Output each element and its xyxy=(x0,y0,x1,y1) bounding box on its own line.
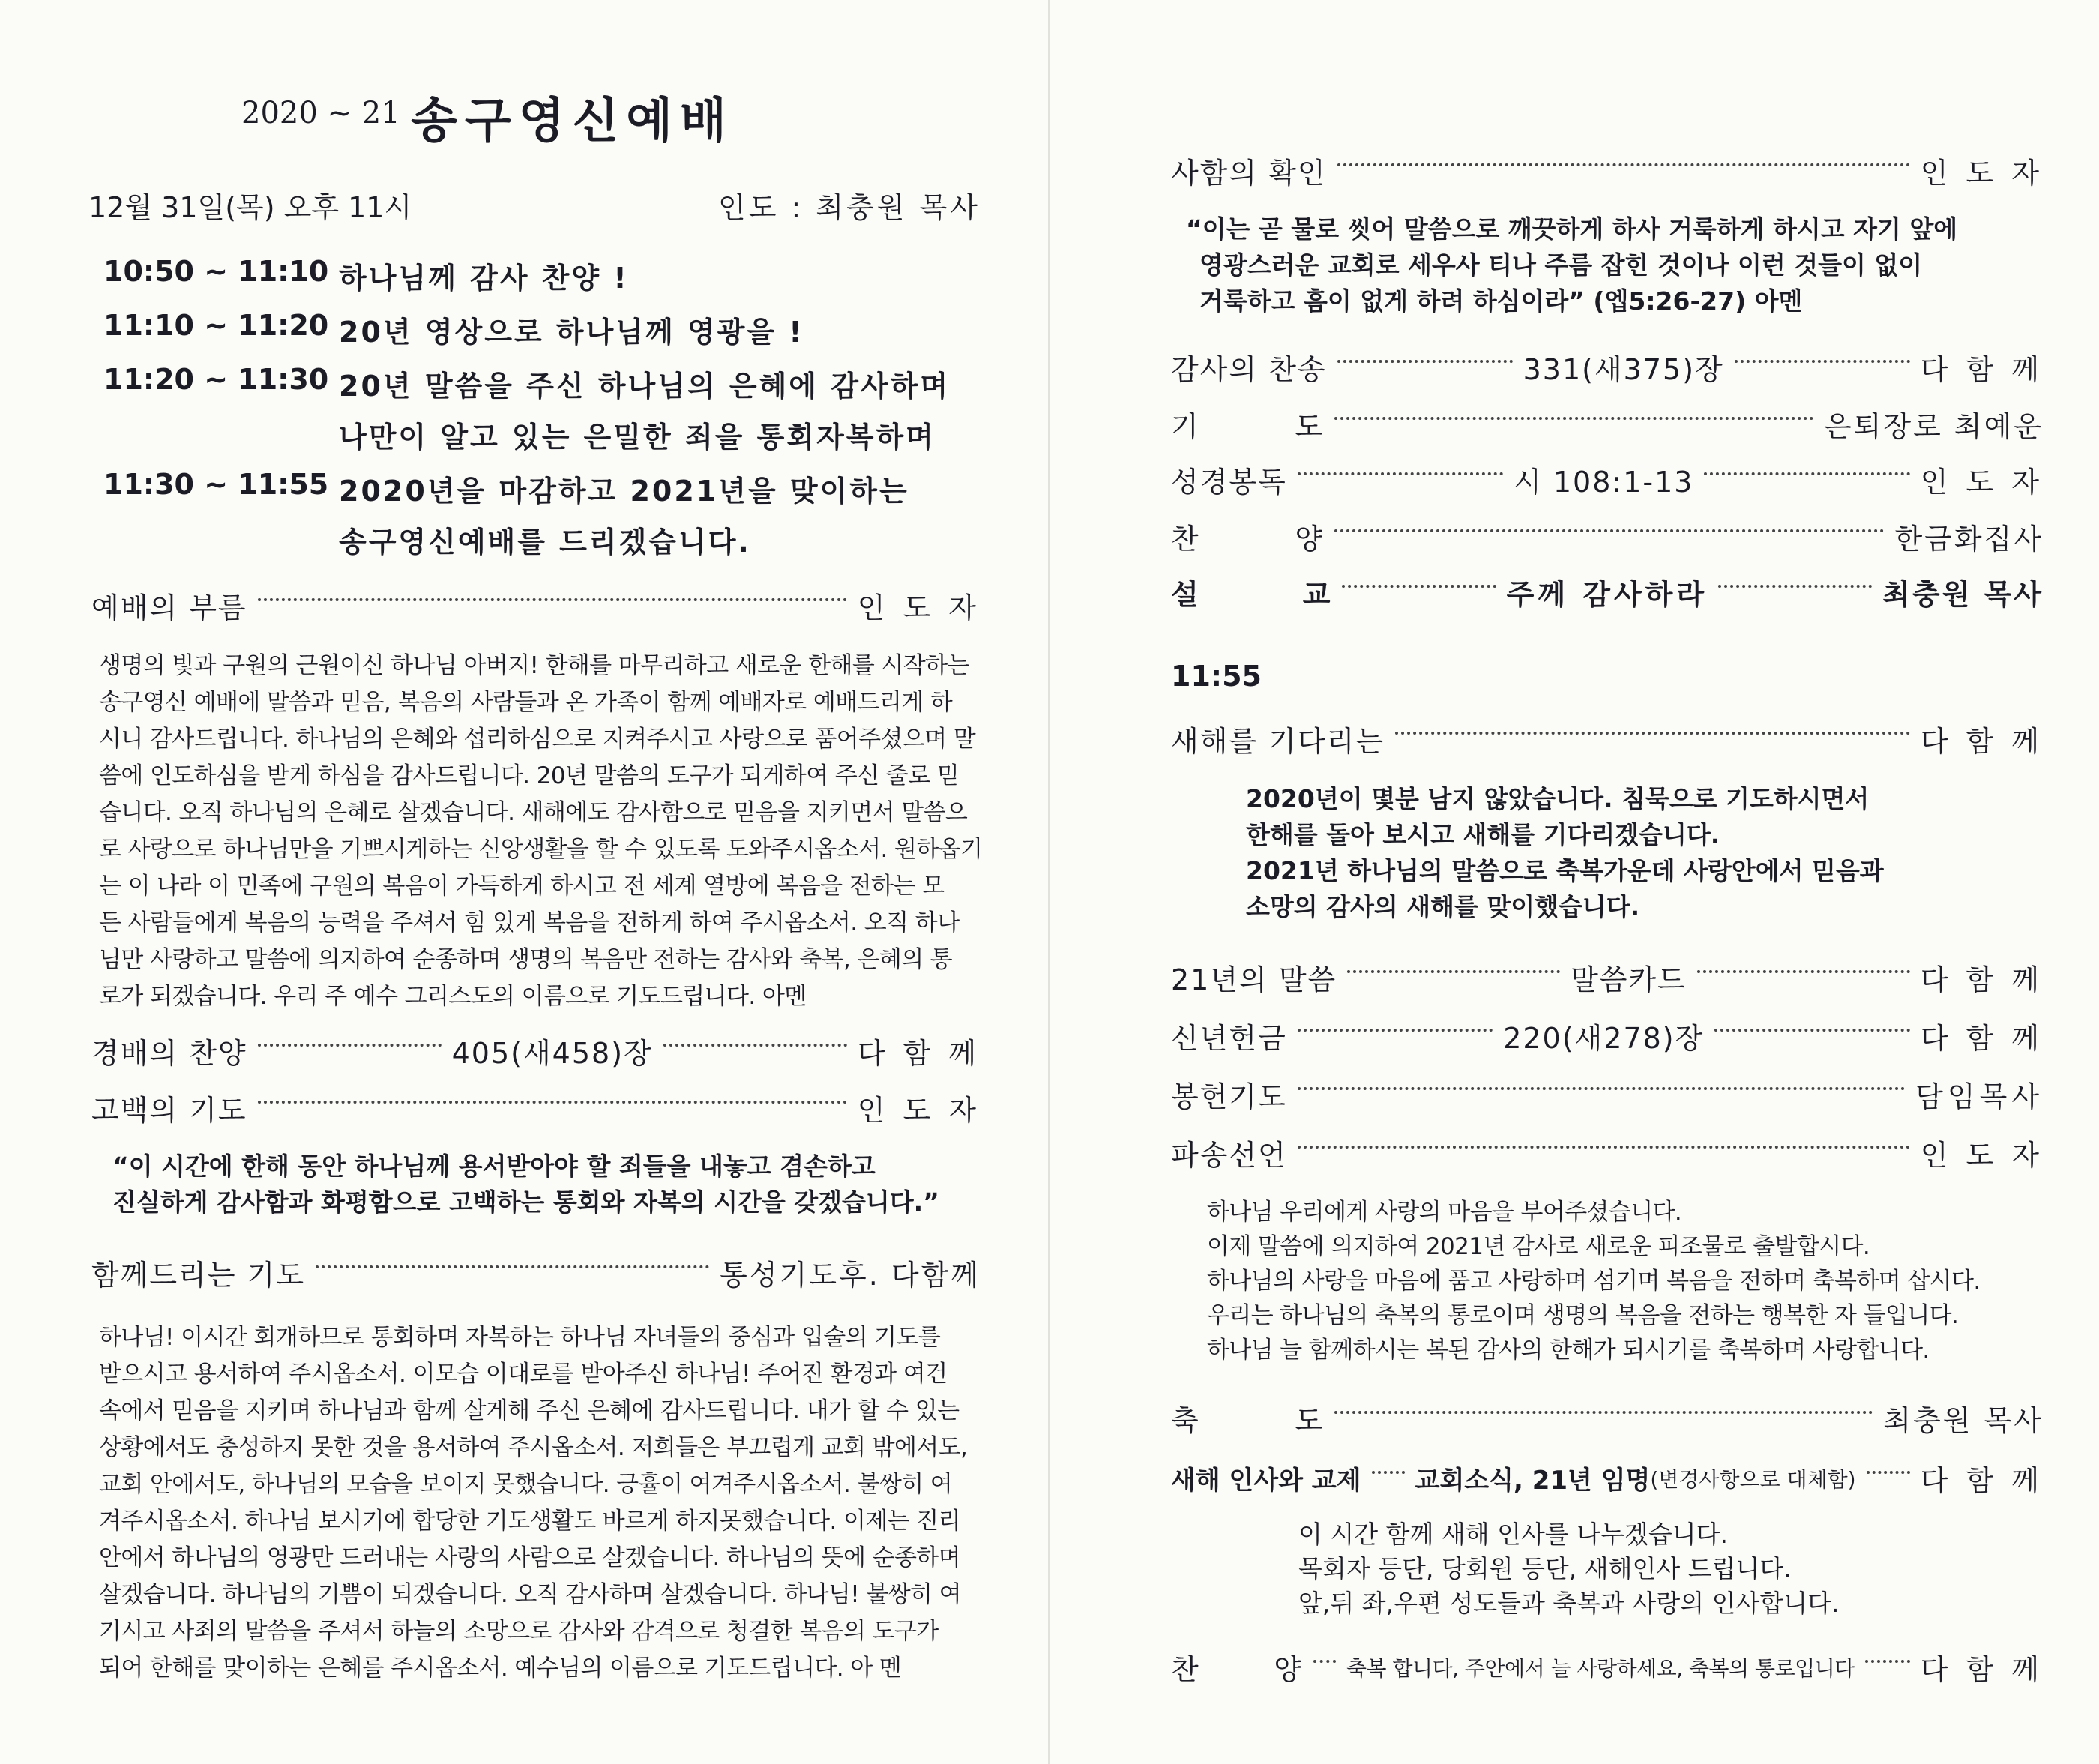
order-role: 인 도 자 xyxy=(1920,466,2044,499)
order-label: 고백의 기도 xyxy=(91,1094,247,1127)
order-role: 다 함 께 xyxy=(1920,1464,2044,1497)
leader-dots xyxy=(1298,1029,1493,1032)
confession-quote: “이 시간에 한해 동안 하나님께 용서받아야 할 죄들을 내놓고 겸손하고 진실하게 감사함과 화평함으로 고백하는 통회와 자복의 시간을 갖겠습니다.” xyxy=(112,1152,939,1217)
call-to-worship-text: 생명의 빛과 구원의 근원이신 하나님 아버지! 한해를 마무리하고 새로운 한해를 시작하는 송구영신 예배에 말씀과 믿음, 복음의 사람들과 온 가족이 함께 예배자로 예배드리게 하 시니 감사드립니다. 하나님의 은혜와 섭리하심으로 지켜주시고 사랑으로 품어주셨으며 말 씀에 인도하심을 받게 하심을 감사드립니다. 20년 말씀의 도구가 되게하여 주신 줄로 믿 습니다. 오직 하나님의 은혜로 살겠습니다. 새해에도 감사함으로 믿음을 지키면서 말씀으 로 사랑으로 하나님만을 기쁘시게하는 신앙생활을 할 수 있도록 도와주시옵소서. 원하옵기 는 이 나라 이 민족에 구원의 복음이 가득하게 하시고 전 세계 열방에 복음을 전하는 모 든 사람들에게 복음의 능력을 주셔서 힘 있게 복음을 전하게 하여 주시옵소서. 오직 하나 님만 사랑하고 말씀에 의지하여 순종하며 생명의 복음만 전하는 감사와 축복, 은혜의 통 로가 되겠습니다. 우리 주 예수 그리스도의 이름으로 기도드립니다. 아멘 xyxy=(99,652,983,1010)
leader-dots xyxy=(1867,1471,1910,1474)
title-year: 2020 ~ 21 xyxy=(241,96,400,130)
order-label: 21년의 말씀 xyxy=(1171,963,1337,996)
order-row-word-card xyxy=(1171,957,2044,998)
order-row-praise xyxy=(1171,516,2044,557)
awaiting-text: 2020년이 몇분 남지 않았습니다. 침묵으로 기도하시면서 한해를 돌아 보시고 새해를 기다리겠습니다. 2021년 하나님의 말씀으로 축복가운데 사랑안에서 믿음과 소망의 감사의 새해를 맞이했습니다. xyxy=(1246,784,1884,921)
leader-dots xyxy=(1334,417,1813,420)
leader-dots xyxy=(258,598,847,601)
order-row-call-to-worship xyxy=(91,585,981,626)
order-detail: 시 108:1-13 xyxy=(1514,466,1694,499)
order-label: 성경봉독 xyxy=(1171,466,1287,499)
together-prayer-text: 하나님! 이시간 회개하므로 통회하며 자복하는 하나님 자녀들의 중심과 입술의 기도를 받으시고 용서하여 주시옵소서. 이모습 이대로를 받아주신 하나님! 주어진 환경과 여건 속에서 믿음을 지키며 하나님과 함께 살게해 주신 은혜에 감사드립니다. 내가 할 수 있는 상황에서도 충성하지 못한 것을 용서하여 주시옵소서. 저희들은 부끄럽게 교회 밖에서도, 교회 안에서도, 하나님의 모습을 보이지 못했습니다. 긍휼이 여겨주시옵소서. 불쌍히 여 겨주시옵소서. 하나님 보시기에 합당한 기도생활도 바르게 하지못했습니다. 이제는 진리 안에서 하나님의 영광만 드러내는 사랑의 사람으로 살겠습니다. 하나님의 뜻에 순종하며 살겠습니다. 하나님의 기쁨이 되겠습니다. 오직 감사하며 살겠습니다. 하나님! 불쌍히 여 기시고 사죄의 말씀을 주셔서 하늘의 소망으로 감사와 감격으로 청결한 복음의 도구가 되어 한해를 맞이하는 은혜를 주시옵소서. 예수님의 이름으로 기도드립니다. 아 멘 xyxy=(99,1324,968,1682)
order-role: 다 함 께 xyxy=(1920,353,2044,386)
leader-dots xyxy=(1372,1471,1405,1474)
order-row-offering xyxy=(1171,1015,2044,1056)
order-role: 통성기도후. 다함께 xyxy=(720,1259,981,1292)
order-role: 담임목사 xyxy=(1915,1080,2044,1113)
order-row-thanks-hymn xyxy=(1171,346,2044,388)
service-date: 12월 31일(목) 오후 11시 xyxy=(88,191,412,224)
leader-dots xyxy=(1735,360,1910,363)
order-role: 최충원 목사 xyxy=(1882,578,2044,611)
order-row-scripture xyxy=(1171,459,2044,500)
leader-dots xyxy=(1334,1411,1873,1414)
order-role: 인 도 자 xyxy=(1920,1139,2044,1172)
order-detail: 주께 감사하라 xyxy=(1506,578,1708,611)
schedule-text: 송구영신예배를 드리겠습니다. xyxy=(339,526,751,559)
order-detail: 말씀카드 xyxy=(1571,963,1687,996)
leader-dots xyxy=(663,1044,847,1047)
order-label: 파송선언 xyxy=(1171,1139,1287,1172)
right-page xyxy=(1050,0,2099,1764)
order-row-offering-prayer xyxy=(1171,1074,2044,1115)
order-role: 최충원 목사 xyxy=(1883,1404,2044,1437)
leader-dots xyxy=(258,1101,847,1104)
leader-dots xyxy=(1337,163,1910,166)
order-role: 한금화집사 xyxy=(1894,523,2044,556)
order-label: 함께드리는 기도 xyxy=(91,1259,306,1292)
leader-dots xyxy=(1298,472,1503,475)
order-label: 사함의 확인 xyxy=(1171,157,1327,190)
leader-dots xyxy=(1697,970,1910,973)
order-label: 새해 인사와 교제 xyxy=(1171,1466,1361,1496)
order-role: 인 도 자 xyxy=(857,1094,981,1127)
leader-dots xyxy=(1865,1660,1910,1663)
order-role: 인 도 자 xyxy=(857,591,981,624)
order-row-greeting xyxy=(1171,1457,2044,1499)
order-label: 감사의 찬송 xyxy=(1171,353,1327,386)
order-row-confession xyxy=(91,1087,981,1128)
order-detail: 축복 합니다, 주안에서 늘 사랑하세요, 축복의 통로입니다 xyxy=(1346,1655,1855,1681)
order-role: 은퇴장로 최예운 xyxy=(1823,410,2044,443)
order-label: 경배의 찬양 xyxy=(91,1037,247,1070)
order-role: 다 함 께 xyxy=(1920,1653,2044,1686)
order-row-awaiting xyxy=(1171,718,2044,759)
order-label: 설 교 xyxy=(1171,578,1332,611)
confirmation-quote: “이는 곧 물로 씻어 말씀으로 깨끗하게 하사 거룩하게 하시고 자기 앞에 영광스러운 교회로 세우사 티나 주름 잡힌 것이나 이런 것들이 없이 거룩하고 흠이 없게 하려 하심이라” (엡5:26-27) 아멘 xyxy=(1186,214,1958,316)
order-label: 찬 양 xyxy=(1171,523,1325,556)
schedule-time: 11:10 ~ 11:20 xyxy=(103,309,329,342)
order-label: 축 도 xyxy=(1171,1404,1325,1437)
order-row-hymn xyxy=(91,1030,981,1071)
schedule-time: 11:20 ~ 11:30 xyxy=(103,363,329,396)
service-leader: 인도 : 최충원 목사 xyxy=(718,191,981,224)
order-label: 신년헌금 xyxy=(1171,1022,1287,1055)
page-title: 송구영신예배 xyxy=(411,94,734,149)
order-label: 찬 양 xyxy=(1171,1653,1303,1686)
order-label: 봉헌기도 xyxy=(1171,1080,1287,1113)
order-row-sermon xyxy=(1171,571,2044,612)
order-row-confirmation xyxy=(1171,150,2044,191)
leader-dots xyxy=(1334,529,1884,532)
schedule-text: 나만이 알고 있는 은밀한 죄을 통회자복하며 xyxy=(339,421,936,454)
order-detail: 220(새278)장 xyxy=(1503,1022,1705,1055)
greeting-text: 이 시간 함께 새해 인사를 나누겠습니다. 목회자 등단, 당회원 등단, 새해인사 드립니다. 앞,뒤 좌,우편 성도들과 축복과 사랑의 인사합니다. xyxy=(1298,1520,1840,1618)
schedule-time: 11:30 ~ 11:55 xyxy=(103,468,329,501)
schedule-time: 10:50 ~ 11:10 xyxy=(103,255,329,288)
leader-dots xyxy=(1337,360,1513,363)
order-row-benediction xyxy=(1171,1397,2044,1439)
leader-dots xyxy=(258,1044,442,1047)
order-detail: 교회소식, 21년 임명 xyxy=(1415,1466,1651,1496)
order-role: 다 함 께 xyxy=(1920,1022,2044,1055)
order-role: 다 함 께 xyxy=(1920,725,2044,758)
sending-text: 하나님 우리에게 사랑의 마음을 부어주셨습니다. 이제 말씀에 의지하여 2021년 감사로 새로운 피조물로 출발합시다. 하나님의 사랑을 마음에 품고 사랑하며 섬기며 복음을 전하며 축복하며 삽시다. 우리는 하나님의 축복의 통로이며 생명의 복음을 전하는 행복한 자 들입니다. 하나님 늘 함께하시는 복된 감사의 한해가 되시기를 축복하며 사랑합니다. xyxy=(1207,1199,1981,1364)
schedule-text: 2020년을 마감하고 2021년을 맞이하는 xyxy=(339,475,909,508)
leader-dots xyxy=(1704,472,1909,475)
order-detail: 331(새375)장 xyxy=(1523,353,1724,386)
leader-dots xyxy=(1342,585,1496,588)
leader-dots xyxy=(1714,1029,1909,1032)
schedule-text: 20년 말씀을 주신 하나님의 은혜에 감사하며 xyxy=(339,370,951,403)
leader-dots xyxy=(1298,1087,1905,1090)
order-detail-note: (변경사항으로 대체함) xyxy=(1650,1466,1856,1492)
order-row-prayer xyxy=(1171,403,2044,445)
order-row-final-song xyxy=(1171,1646,2044,1688)
order-row-together-prayer xyxy=(91,1252,981,1293)
order-role: 인 도 자 xyxy=(1920,157,2044,190)
order-row-sending xyxy=(1171,1132,2044,1173)
order-role: 다 함 께 xyxy=(857,1037,981,1070)
leader-dots xyxy=(1718,585,1872,588)
schedule-text: 하나님께 감사 찬양 ! xyxy=(339,262,629,295)
leader-dots xyxy=(1298,1146,1910,1149)
order-role: 다 함 께 xyxy=(1920,963,2044,996)
order-label: 새해를 기다리는 xyxy=(1171,725,1385,758)
order-detail: 405(새458)장 xyxy=(451,1037,653,1070)
leader-dots xyxy=(1313,1660,1336,1663)
schedule-text: 20년 영상으로 하나님께 영광을 ! xyxy=(339,316,804,349)
leader-dots xyxy=(1395,732,1910,735)
leader-dots xyxy=(316,1265,709,1268)
time-marker: 11:55 xyxy=(1171,660,1262,693)
leader-dots xyxy=(1347,970,1560,973)
order-label: 예배의 부름 xyxy=(91,591,247,624)
order-label: 기 도 xyxy=(1171,410,1325,443)
